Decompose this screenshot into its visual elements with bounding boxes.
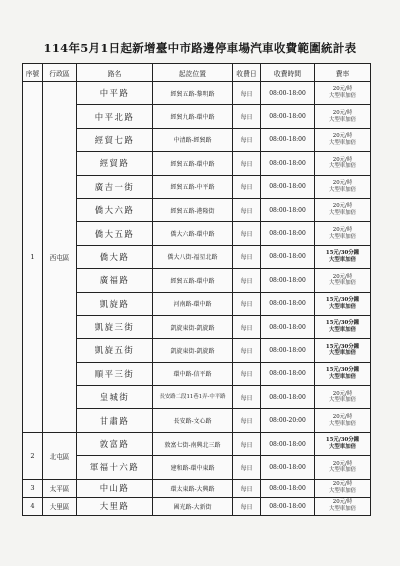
cell-location: 長安路二段11巷1弄-中平路 [153, 386, 233, 409]
cell-fee [315, 362, 371, 385]
cell-day: 每日 [233, 456, 261, 479]
cell-time: 08:00-18:00 [261, 245, 315, 268]
cell-day: 每日 [233, 479, 261, 497]
fee-rate: 15元/30分鐘 [325, 320, 360, 327]
cell-road: 僑大六路 [77, 198, 153, 221]
cell-day: 每日 [233, 128, 261, 151]
cell-fee [315, 128, 371, 151]
cell-day: 每日 [233, 198, 261, 221]
header-district: 行政區 [43, 64, 77, 82]
fee-rate: 20元/時 [332, 133, 353, 140]
fee-note: 大型車加倍 [329, 139, 356, 146]
cell-fee [315, 315, 371, 338]
cell-fee [315, 497, 371, 515]
cell-location: 經貿五路-中平路 [153, 175, 233, 198]
cell-time: 08:00-18:00 [261, 339, 315, 362]
cell-road: 僑大五路 [77, 222, 153, 245]
header-location: 起訖位置 [153, 64, 233, 82]
cell-location: 長安路-文心路 [153, 409, 233, 432]
cell-location: 經貿五路-環中路 [153, 269, 233, 292]
fee-note: 大型車加倍 [329, 327, 356, 334]
table-row [23, 497, 371, 515]
fee-note: 大型車加倍 [329, 116, 356, 123]
cell-location: 凱旋東街-凱旋路 [153, 339, 233, 362]
cell-day: 每日 [233, 315, 261, 338]
cell-location: 經貿五路-黎明路 [153, 82, 233, 105]
cell-road: 中平北路 [77, 105, 153, 128]
cell-road: 軍福十六路 [77, 456, 153, 479]
fee-rate: 20元/時 [332, 413, 353, 420]
cell-fee [315, 245, 371, 268]
cell-time: 08:00-18:00 [261, 456, 315, 479]
cell-time: 08:00-18:00 [261, 362, 315, 385]
fee-rate: 20元/時 [332, 273, 353, 280]
cell-road: 凱旋三街 [77, 315, 153, 338]
cell-day: 每日 [233, 222, 261, 245]
cell-seq: 1 [23, 82, 43, 433]
cell-location: 經貿九路-環中路 [153, 105, 233, 128]
fee-rate: 20元/時 [332, 109, 353, 116]
cell-time: 08:00-18:00 [261, 432, 315, 455]
cell-road: 僑大路 [77, 245, 153, 268]
cell-location: 經貿五路-港隆街 [153, 198, 233, 221]
cell-location: 河南路-環中路 [153, 292, 233, 315]
cell-fee [315, 152, 371, 175]
cell-time: 08:00-18:00 [261, 105, 315, 128]
cell-fee [315, 292, 371, 315]
cell-time: 08:00-18:00 [261, 128, 315, 151]
cell-day: 每日 [233, 432, 261, 455]
cell-time: 08:00-18:00 [261, 497, 315, 515]
fee-rate: 15元/30分鐘 [325, 296, 360, 303]
fee-rate: 20元/時 [332, 180, 353, 186]
table-row [23, 82, 371, 105]
table-row [23, 479, 371, 497]
cell-time: 08:00-18:00 [261, 152, 315, 175]
cell-road: 經貿七路 [77, 128, 153, 151]
cell-road: 大里路 [77, 497, 153, 515]
fee-rate: 20元/時 [332, 203, 353, 210]
cell-day: 每日 [233, 386, 261, 409]
cell-road: 中山路 [77, 479, 153, 497]
cell-day: 每日 [233, 152, 261, 175]
fee-note: 大型車加倍 [329, 350, 356, 357]
header-road: 路名 [77, 64, 153, 82]
cell-time: 08:00-18:00 [261, 269, 315, 292]
cell-fee [315, 222, 371, 245]
cell-time: 08:00-18:00 [261, 82, 315, 105]
fee-note: 大型車加倍 [329, 233, 356, 240]
fee-note: 大型車加倍 [329, 397, 356, 404]
cell-location: 敦富七街-南興北三路 [153, 432, 233, 455]
cell-road: 廣吉一街 [77, 175, 153, 198]
cell-location: 僑大六路-環中路 [153, 222, 233, 245]
cell-time: 08:00-18:00 [261, 175, 315, 198]
cell-seq: 3 [23, 479, 43, 497]
cell-district: 太平區 [43, 479, 77, 497]
cell-location: 僑大八街-福星北路 [153, 245, 233, 268]
fee-note: 大型車加倍 [329, 280, 356, 287]
cell-seq: 4 [23, 497, 43, 515]
cell-time: 08:00-18:00 [261, 386, 315, 409]
fee-rate: 15元/30分鐘 [325, 367, 360, 374]
fee-rate: 15元/30分鐘 [325, 250, 360, 257]
fee-rate: 20元/時 [332, 226, 353, 233]
cell-road: 凱旋五街 [77, 339, 153, 362]
cell-day: 每日 [233, 362, 261, 385]
fee-rate: 20元/時 [332, 156, 353, 163]
table-body [23, 82, 371, 516]
cell-road: 廣福路 [77, 269, 153, 292]
fee-note: 大型車加倍 [329, 210, 356, 217]
fee-rate: 20元/時 [332, 460, 353, 467]
fee-note: 大型車加倍 [329, 506, 356, 513]
fee-note: 大型車加倍 [329, 256, 356, 263]
fee-rate: 15元/30分鐘 [325, 437, 360, 444]
cell-fee [315, 386, 371, 409]
cell-road: 順平三街 [77, 362, 153, 385]
cell-day: 每日 [233, 175, 261, 198]
cell-road: 皇城街 [77, 386, 153, 409]
cell-time: 08:00-18:00 [261, 479, 315, 497]
cell-road: 甘肅路 [77, 409, 153, 432]
fee-rate: 20元/時 [332, 481, 353, 488]
cell-day: 每日 [233, 82, 261, 105]
cell-location: 建和路-環中東路 [153, 456, 233, 479]
cell-time: 08:00-18:00 [261, 292, 315, 315]
fee-note: 大型車加倍 [329, 373, 356, 380]
cell-day: 每日 [233, 409, 261, 432]
cell-day: 每日 [233, 497, 261, 515]
cell-road: 凱旋路 [77, 292, 153, 315]
cell-day: 每日 [233, 339, 261, 362]
fee-note: 大型車加倍 [329, 186, 356, 193]
fee-note: 大型車加倍 [329, 303, 356, 310]
fee-rate: 20元/時 [332, 499, 353, 506]
cell-district: 大里區 [43, 497, 77, 515]
cell-fee [315, 479, 371, 497]
cell-location: 環中路-信平路 [153, 362, 233, 385]
cell-fee [315, 105, 371, 128]
cell-district: 北屯區 [43, 432, 77, 479]
header-seq: 序號 [23, 64, 43, 82]
cell-road: 經貿路 [77, 152, 153, 175]
cell-fee [315, 82, 371, 105]
cell-day: 每日 [233, 269, 261, 292]
cell-location: 國光路-大新街 [153, 497, 233, 515]
fee-note: 大型車加倍 [329, 444, 356, 451]
cell-road: 敦富路 [77, 432, 153, 455]
fee-rate: 20元/時 [332, 86, 353, 93]
cell-district: 西屯區 [43, 82, 77, 433]
cell-location: 凱旋東街-凱旋路 [153, 315, 233, 338]
fee-note: 大型車加倍 [329, 93, 356, 100]
fee-note: 大型車加倍 [329, 163, 356, 170]
table-row [23, 432, 371, 455]
fee-note: 大型車加倍 [329, 420, 356, 427]
cell-fee [315, 339, 371, 362]
cell-seq: 2 [23, 432, 43, 479]
cell-fee [315, 269, 371, 292]
fee-note: 大型車加倍 [329, 467, 356, 474]
cell-day: 每日 [233, 292, 261, 315]
cell-fee [315, 409, 371, 432]
page-title: 114年5月1日起新增臺中市路邊停車場汽車收費範圍統計表 [43, 41, 357, 55]
fee-rate: 20元/時 [332, 390, 353, 397]
cell-time: 08:00-18:00 [261, 315, 315, 338]
cell-fee [315, 456, 371, 479]
header-row [23, 64, 371, 82]
fee-note: 大型車加倍 [329, 488, 356, 495]
cell-location: 環太東路-大興路 [153, 479, 233, 497]
fee-table [22, 63, 371, 516]
cell-time: 08:00-18:00 [261, 222, 315, 245]
cell-day: 每日 [233, 245, 261, 268]
cell-fee [315, 432, 371, 455]
cell-day: 每日 [233, 105, 261, 128]
header-day: 收費日 [233, 64, 261, 82]
header-fee: 費率 [315, 64, 371, 82]
header-time: 收費時間 [261, 64, 315, 82]
fee-rate: 15元/30分鐘 [325, 343, 360, 350]
cell-road: 中平路 [77, 82, 153, 105]
cell-fee [315, 198, 371, 221]
cell-location: 中清路-經貿路 [153, 128, 233, 151]
cell-time: 08:00-18:00 [261, 198, 315, 221]
cell-time: 08:00-20:00 [261, 409, 315, 432]
cell-location: 經貿五路-環中路 [153, 152, 233, 175]
cell-fee [315, 175, 371, 198]
